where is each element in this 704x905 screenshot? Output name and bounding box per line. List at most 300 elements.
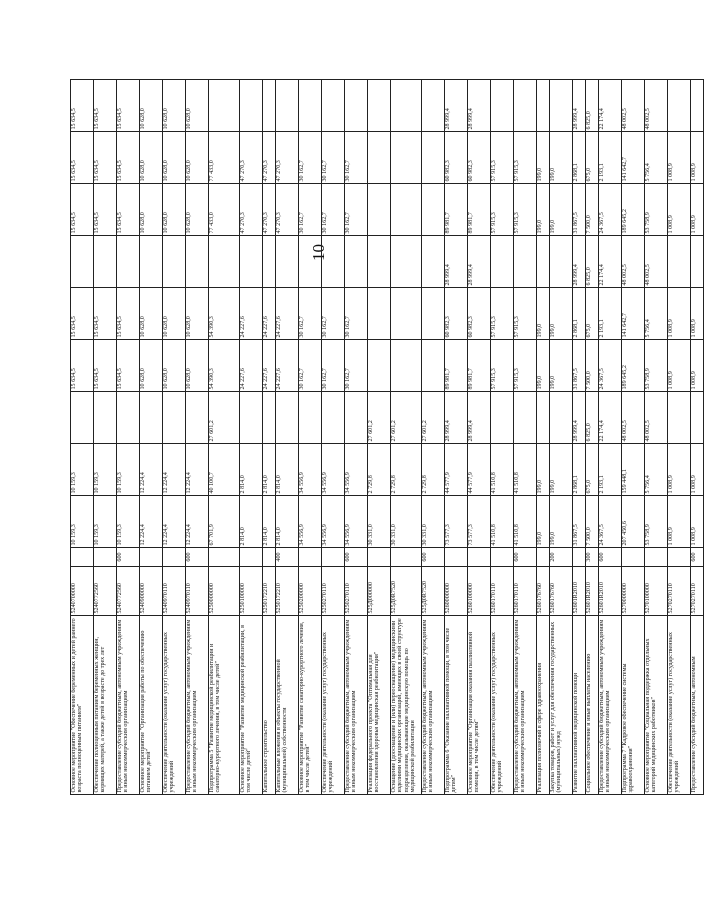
- table-row: [422, 80, 445, 795]
- cell-c4: 10 628,0: [140, 340, 163, 392]
- cell-c8: 57 915,3: [514, 132, 537, 184]
- cell-c5: 5 756,4: [645, 288, 668, 340]
- cell-c9: [276, 80, 299, 132]
- cell-code: 5240900000: [140, 567, 163, 616]
- cell-code: 52601R2010: [586, 567, 599, 616]
- cell-c3: [94, 392, 117, 444]
- cell-c1: 31 867,5: [573, 496, 586, 548]
- cell-c2: 34 556,9: [299, 444, 322, 496]
- table-row: [645, 80, 668, 795]
- cell-name: Оснащение (дооснащение и (или) переоснащение) медицинскими изделиями медицинских организаций, имеющих в своей структуре подразделения, оказывающие медицинскую помощь по медицинской реабилитации: [391, 616, 422, 795]
- cell-c6: 28 999,4: [468, 236, 491, 288]
- cell-c1: 10 159,3: [117, 496, 140, 548]
- table-row: [163, 80, 186, 795]
- cell-code: 5260170110: [514, 567, 537, 616]
- cell-c4: 31 867,5: [573, 340, 586, 392]
- cell-c2: 5 756,4: [645, 444, 668, 496]
- cell-c4: 15 634,5: [94, 340, 117, 392]
- cell-code: 5250000000: [209, 567, 240, 616]
- cell-c8: 199,0: [550, 132, 573, 184]
- cell-c9: [550, 80, 573, 132]
- cell-c4: 30 162,7: [299, 340, 322, 392]
- cell-c2: 2 729,8: [391, 444, 422, 496]
- cell-name: Подпрограмма 5 "Развитие медицинской реабилитации и санаторно-курортного лечения, в том числе детей": [209, 616, 240, 795]
- cell-c3: [276, 392, 299, 444]
- cell-c5: [422, 288, 445, 340]
- table-row: [537, 80, 550, 795]
- cell-c3: [263, 392, 276, 444]
- cell-c7: 47 270,3: [263, 184, 276, 236]
- cell-name: Реализация федерального проекта "Оптимальная для восстановления здоровья медицинская реабилитация": [368, 616, 391, 795]
- cell-c1: 41 510,8: [491, 496, 514, 548]
- cell-c4: 89 981,7: [468, 340, 491, 392]
- table-row: [599, 80, 622, 795]
- cell-c6: [368, 236, 391, 288]
- cell-c5: 15 634,5: [94, 288, 117, 340]
- cell-c5: 10 628,0: [140, 288, 163, 340]
- cell-c8: 141 642,7: [622, 132, 645, 184]
- cell-vr: 300: [586, 548, 599, 567]
- cell-c8: 1 008,9: [691, 132, 704, 184]
- cell-c7: 47 270,3: [276, 184, 299, 236]
- cell-code: 5260176760: [550, 567, 573, 616]
- cell-c1: 24 367,5: [599, 496, 622, 548]
- cell-c8: 30 162,7: [299, 132, 322, 184]
- cell-c4: 54 390,3: [209, 340, 240, 392]
- cell-c7: 15 634,5: [94, 184, 117, 236]
- cell-c8: 10 628,0: [186, 132, 209, 184]
- table-row: [668, 80, 691, 795]
- cell-c8: 57 915,3: [491, 132, 514, 184]
- cell-c9: [691, 80, 704, 132]
- cell-c2: 40 100,7: [209, 444, 240, 496]
- cell-c3: [299, 392, 322, 444]
- cell-c4: 199,0: [550, 340, 573, 392]
- cell-name: Основное мероприятие "Социальная поддержка отдельных категорий медицинских работников": [645, 616, 668, 795]
- cell-code: 5250270110: [345, 567, 368, 616]
- cell-vr: [163, 548, 186, 567]
- cell-c1: 30 331,0: [368, 496, 391, 548]
- cell-c9: [422, 80, 445, 132]
- cell-c6: [117, 236, 140, 288]
- cell-name: Предоставление субсидий бюджетным, автономным учреждениям и иным некоммерческим организациям: [599, 616, 622, 795]
- cell-c1: 12 224,4: [140, 496, 163, 548]
- cell-c8: [391, 132, 422, 184]
- cell-c4: 30 162,7: [322, 340, 345, 392]
- cell-c9: [514, 80, 537, 132]
- cell-name: Предоставление субсидий бюджетным, автономным учреждениям и иным некоммерческим организациям: [345, 616, 368, 795]
- cell-c2: 2 814,0: [240, 444, 263, 496]
- cell-vr: [668, 548, 691, 567]
- cell-c8: 15 634,5: [71, 132, 94, 184]
- cell-vr: [140, 548, 163, 567]
- cell-c2: 10 159,3: [71, 444, 94, 496]
- table-row: [368, 80, 391, 795]
- table-row: [573, 80, 586, 795]
- cell-name: Основное мероприятие "Организация работы по обеспечению питанием детей": [140, 616, 163, 795]
- table-row: [240, 80, 263, 795]
- cell-c8: 15 634,5: [94, 132, 117, 184]
- cell-c5: 15 634,5: [117, 288, 140, 340]
- cell-c7: 89 981,7: [445, 184, 468, 236]
- cell-vr: [537, 548, 550, 567]
- cell-c8: 5 756,4: [645, 132, 668, 184]
- cell-c6: [550, 236, 573, 288]
- cell-code: 525Д000000: [368, 567, 391, 616]
- cell-c9: 28 999,4: [468, 80, 491, 132]
- cell-c6: [240, 236, 263, 288]
- cell-c3: [668, 392, 691, 444]
- cell-c7: 30 162,7: [322, 184, 345, 236]
- cell-code: 5250100000: [240, 567, 263, 616]
- cell-c3: 6 825,0: [586, 392, 599, 444]
- cell-code: 5250172210: [276, 567, 299, 616]
- cell-c4: 24 367,5: [599, 340, 622, 392]
- cell-vr: [71, 548, 94, 567]
- cell-vr: [491, 548, 514, 567]
- cell-c3: [345, 392, 368, 444]
- cell-c4: [422, 340, 445, 392]
- cell-c7: 199,0: [550, 184, 573, 236]
- cell-c1: 34 556,9: [322, 496, 345, 548]
- cell-c3: [140, 392, 163, 444]
- cell-c5: 15 634,5: [71, 288, 94, 340]
- cell-c8: 60 982,3: [468, 132, 491, 184]
- cell-c1: 73 577,3: [445, 496, 468, 548]
- cell-code: 5240772560: [117, 567, 140, 616]
- cell-c6: [668, 236, 691, 288]
- cell-c1: 12 224,4: [186, 496, 209, 548]
- cell-name: Капитальное строительство: [263, 616, 276, 795]
- cell-code: 5250172210: [263, 567, 276, 616]
- cell-c4: 57 915,3: [491, 340, 514, 392]
- cell-c2: 1 008,9: [668, 444, 691, 496]
- cell-c5: 10 628,0: [186, 288, 209, 340]
- cell-name: Подпрограмма 7 "Кадровое обеспечение системы здравоохранения": [622, 616, 645, 795]
- cell-vr: [240, 548, 263, 567]
- cell-c5: 60 982,3: [445, 288, 468, 340]
- cell-c2: 2 193,1: [599, 444, 622, 496]
- cell-c3: 27 601,2: [422, 392, 445, 444]
- cell-c1: 67 701,9: [209, 496, 240, 548]
- cell-c4: 30 162,7: [345, 340, 368, 392]
- cell-c3: [550, 392, 573, 444]
- cell-c6: 22 174,4: [599, 236, 622, 288]
- cell-c6: [537, 236, 550, 288]
- table-row: [117, 80, 140, 795]
- table-row: [550, 80, 573, 795]
- cell-name: Основное мероприятие "Развитие санаторно-курортного лечения, в том числе детей": [299, 616, 322, 795]
- cell-c6: [209, 236, 240, 288]
- cell-code: 5270100000: [645, 567, 668, 616]
- cell-c2: 2 729,8: [368, 444, 391, 496]
- cell-c7: 30 162,7: [299, 184, 322, 236]
- cell-c8: 47 270,3: [240, 132, 263, 184]
- cell-name: Предоставление субсидий бюджетным, автономным учреждениям и иным некоммерческим организациям: [422, 616, 445, 795]
- cell-c5: [391, 288, 422, 340]
- cell-c1: 1 008,9: [691, 496, 704, 548]
- cell-c1: 2 814,0: [263, 496, 276, 548]
- cell-c2: 2 729,8: [422, 444, 445, 496]
- cell-code: 52601R2010: [573, 567, 586, 616]
- cell-c3: 27 601,2: [368, 392, 391, 444]
- cell-c2: 12 224,4: [163, 444, 186, 496]
- cell-c3: 48 002,5: [622, 392, 645, 444]
- cell-c9: [345, 80, 368, 132]
- cell-c4: 1 008,9: [668, 340, 691, 392]
- cell-c1: 2 814,0: [240, 496, 263, 548]
- cell-c4: 57 915,3: [514, 340, 537, 392]
- cell-c2: 10 159,3: [94, 444, 117, 496]
- cell-c6: 48 002,5: [645, 236, 668, 288]
- budget-table-body: [71, 80, 704, 795]
- cell-c1: 41 510,8: [514, 496, 537, 548]
- cell-c7: 53 758,9: [645, 184, 668, 236]
- cell-c9: 10 628,0: [186, 80, 209, 132]
- rotated-table-container: [70, 108, 697, 795]
- cell-c3: [117, 392, 140, 444]
- cell-c5: 24 227,6: [276, 288, 299, 340]
- cell-c9: [368, 80, 391, 132]
- cell-vr: [468, 548, 491, 567]
- cell-c1: 73 577,3: [468, 496, 491, 548]
- cell-name: Обеспечение деятельности (оказание услуг) государственных учреждений: [163, 616, 186, 795]
- table-row: [299, 80, 322, 795]
- cell-c9: [322, 80, 345, 132]
- cell-c1: 34 556,9: [345, 496, 368, 548]
- cell-c9: [668, 80, 691, 132]
- cell-vr: [322, 548, 345, 567]
- cell-c5: 10 628,0: [163, 288, 186, 340]
- cell-code: 52601R2010: [599, 567, 622, 616]
- cell-c6: [94, 236, 117, 288]
- cell-c9: 15 634,5: [71, 80, 94, 132]
- cell-c3: 48 002,5: [645, 392, 668, 444]
- table-row: [391, 80, 422, 795]
- cell-c4: 1 008,9: [691, 340, 704, 392]
- cell-vr: 400: [276, 548, 299, 567]
- cell-vr: 600: [599, 548, 622, 567]
- cell-c2: 2 814,0: [263, 444, 276, 496]
- cell-c7: 7 500,0: [586, 184, 599, 236]
- cell-vr: 600: [117, 548, 140, 567]
- cell-c5: 24 227,6: [263, 288, 276, 340]
- cell-c5: 30 162,7: [345, 288, 368, 340]
- cell-c2: 44 577,9: [445, 444, 468, 496]
- cell-c6: [299, 236, 322, 288]
- cell-code: 5240700000: [71, 567, 94, 616]
- cell-c7: 10 628,0: [186, 184, 209, 236]
- cell-c2: 199,0: [537, 444, 550, 496]
- cell-c2: 44 577,9: [468, 444, 491, 496]
- cell-vr: 200: [550, 548, 573, 567]
- table-row: [491, 80, 514, 795]
- cell-c9: [391, 80, 422, 132]
- cell-c8: 1 008,9: [668, 132, 691, 184]
- cell-c9: [263, 80, 276, 132]
- cell-name: Предоставление субсидий бюджетным, автономным учреждениям и иным некоммерческим организациям: [117, 616, 140, 795]
- cell-code: 5270270110: [691, 567, 704, 616]
- cell-c3: 28 999,4: [445, 392, 468, 444]
- cell-c2: 10 159,3: [117, 444, 140, 496]
- cell-c2: 41 510,8: [514, 444, 537, 496]
- cell-c2: 34 556,9: [322, 444, 345, 496]
- cell-c5: 57 915,3: [514, 288, 537, 340]
- cell-c6: [276, 236, 299, 288]
- cell-name: Закупка товаров, работ и услуг для обеспечения государственных (муниципальных) нужд: [550, 616, 573, 795]
- cell-c1: 10 159,3: [94, 496, 117, 548]
- cell-c8: 30 162,7: [322, 132, 345, 184]
- cell-c1: 1 008,9: [668, 496, 691, 548]
- cell-c6: 28 999,4: [573, 236, 586, 288]
- cell-c1: 30 331,0: [422, 496, 445, 548]
- cell-c9: 48 002,5: [645, 80, 668, 132]
- cell-c4: 10 628,0: [186, 340, 209, 392]
- cell-c9: [240, 80, 263, 132]
- cell-code: 5250270110: [322, 567, 345, 616]
- cell-c3: [691, 392, 704, 444]
- cell-vr: [391, 548, 422, 567]
- cell-c6: 6 825,0: [586, 236, 599, 288]
- cell-c5: 54 390,3: [209, 288, 240, 340]
- cell-c5: 2 868,1: [573, 288, 586, 340]
- cell-code: 5260170110: [491, 567, 514, 616]
- cell-code: 525Д0R7520: [422, 567, 445, 616]
- cell-c2: 675,0: [586, 444, 599, 496]
- cell-c9: 10 628,0: [140, 80, 163, 132]
- cell-c9: 28 999,4: [445, 80, 468, 132]
- cell-c7: [391, 184, 422, 236]
- cell-code: 525Д0R7520: [391, 567, 422, 616]
- table-row: [622, 80, 645, 795]
- cell-c5: 60 982,3: [468, 288, 491, 340]
- cell-c5: 1 008,9: [691, 288, 704, 340]
- cell-c8: 15 634,5: [117, 132, 140, 184]
- cell-c5: 675,0: [586, 288, 599, 340]
- cell-name: Предоставление субсидий бюджетным, автономным учреждениям и иным некоммерческим организациям: [186, 616, 209, 795]
- cell-c3: [240, 392, 263, 444]
- cell-name: Предоставление субсидий бюджетным, автономным учреждениям и иным некоммерческим организациям: [514, 616, 537, 795]
- cell-c1: 53 758,9: [645, 496, 668, 548]
- cell-name: Обеспечение деятельности (оказание услуг) государственных учреждений: [668, 616, 691, 795]
- cell-c1: 199,0: [550, 496, 573, 548]
- table-row: [322, 80, 345, 795]
- cell-c3: [71, 392, 94, 444]
- page-number: 10: [309, 244, 328, 261]
- cell-c7: 57 915,3: [514, 184, 537, 236]
- cell-c4: [391, 340, 422, 392]
- cell-c7: 1 008,9: [691, 184, 704, 236]
- cell-c6: [491, 236, 514, 288]
- cell-c8: 675,0: [586, 132, 599, 184]
- cell-c3: [186, 392, 209, 444]
- cell-c9: 15 634,5: [94, 80, 117, 132]
- cell-vr: 600: [422, 548, 445, 567]
- cell-c6: 28 999,4: [445, 236, 468, 288]
- cell-vr: [573, 548, 586, 567]
- table-row: [209, 80, 240, 795]
- cell-c5: 24 227,6: [240, 288, 263, 340]
- table-row: [468, 80, 491, 795]
- cell-c7: 57 915,3: [491, 184, 514, 236]
- cell-vr: 600: [345, 548, 368, 567]
- cell-c5: 199,0: [550, 288, 573, 340]
- cell-c9: [491, 80, 514, 132]
- cell-c8: 10 628,0: [140, 132, 163, 184]
- cell-code: 5260100000: [468, 567, 491, 616]
- cell-name: Реализация полномочий в сфере здравоохранения: [537, 616, 550, 795]
- table-row: [691, 80, 704, 795]
- cell-c4: 10 628,0: [163, 340, 186, 392]
- cell-vr: 600: [186, 548, 209, 567]
- cell-c3: [537, 392, 550, 444]
- cell-name: Основное мероприятие "Обеспечение беременных и детей раннего возраста полноценным питанием": [71, 616, 94, 795]
- cell-c3: 28 999,4: [573, 392, 586, 444]
- cell-c5: 141 642,7: [622, 288, 645, 340]
- cell-c8: 30 162,7: [345, 132, 368, 184]
- cell-c1: 12 224,4: [163, 496, 186, 548]
- cell-c7: 89 981,7: [468, 184, 491, 236]
- table-row: [263, 80, 276, 795]
- cell-c4: 7 500,0: [586, 340, 599, 392]
- cell-code: 5260000000: [445, 567, 468, 616]
- table-row: [514, 80, 537, 795]
- cell-c8: 199,0: [537, 132, 550, 184]
- table-row: [586, 80, 599, 795]
- cell-vr: 600: [514, 548, 537, 567]
- cell-c5: 2 193,1: [599, 288, 622, 340]
- cell-name: Капитальные вложения в объекты государственной (муниципальной) собственности: [276, 616, 299, 795]
- cell-c1: 34 556,9: [299, 496, 322, 548]
- cell-c4: 15 634,5: [71, 340, 94, 392]
- cell-c7: 1 008,9: [668, 184, 691, 236]
- cell-c8: [368, 132, 391, 184]
- cell-c7: 47 270,3: [240, 184, 263, 236]
- cell-c3: [514, 392, 537, 444]
- cell-c6: [322, 236, 345, 288]
- cell-name: Развитие паллиативной медицинской помощи: [573, 616, 586, 795]
- cell-c1: 7 500,0: [586, 496, 599, 548]
- cell-c6: [163, 236, 186, 288]
- cell-vr: 600: [691, 548, 704, 567]
- cell-c2: 41 510,8: [491, 444, 514, 496]
- cell-c9: 28 999,4: [573, 80, 586, 132]
- table-row: [71, 80, 94, 795]
- cell-name: Подпрограмма 6 "Оказание паллиативной помощи, в том числе детям": [445, 616, 468, 795]
- cell-c6: 48 002,5: [622, 236, 645, 288]
- cell-c5: 199,0: [537, 288, 550, 340]
- cell-vr: [368, 548, 391, 567]
- cell-name: Обеспечение деятельности (оказание услуг) государственных учреждений: [322, 616, 345, 795]
- cell-code: 5250200000: [299, 567, 322, 616]
- cell-c3: [163, 392, 186, 444]
- cell-c9: 6 825,0: [586, 80, 599, 132]
- cell-c7: 30 162,7: [345, 184, 368, 236]
- cell-code: 5270000000: [622, 567, 645, 616]
- cell-vr: [263, 548, 276, 567]
- cell-c7: 31 867,5: [573, 184, 586, 236]
- cell-c3: 28 999,4: [468, 392, 491, 444]
- cell-c9: 22 174,4: [599, 80, 622, 132]
- cell-c1: 30 331,0: [391, 496, 422, 548]
- cell-c6: [514, 236, 537, 288]
- table-row: [186, 80, 209, 795]
- cell-vr: [209, 548, 240, 567]
- cell-c7: [368, 184, 391, 236]
- cell-c2: 12 224,4: [140, 444, 163, 496]
- cell-c8: 77 433,0: [209, 132, 240, 184]
- cell-c8: 47 270,3: [276, 132, 299, 184]
